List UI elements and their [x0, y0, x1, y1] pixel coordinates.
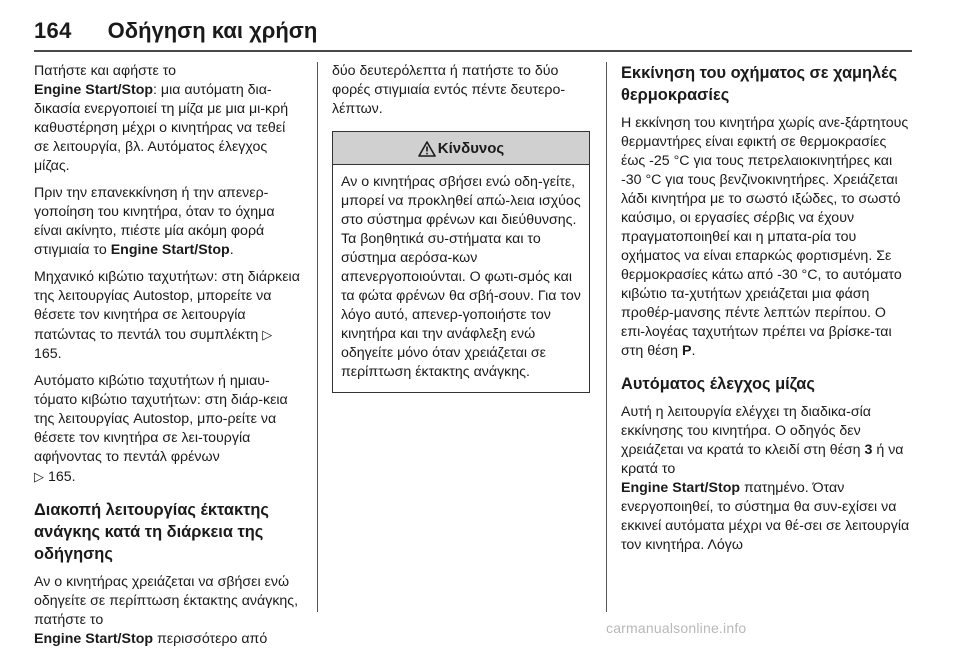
paragraph-auto-starter: [621, 403, 913, 555]
paragraph-emergency: [34, 573, 302, 649]
key-position-label: 3: [864, 442, 873, 458]
text: περισσότερο από: [156, 631, 268, 647]
column-divider-1: [317, 62, 318, 612]
column-1: [34, 62, 302, 657]
column-2: [332, 62, 588, 393]
text: Πριν την επανεκκίνηση ή την απενερ-γοποίηση του κινητήρα, όταν το όχημα είναι ακίνητο, πιέστε μία ακόμη φορά στιγμιαία το: [34, 185, 275, 258]
page-reference[interactable]: 165.: [34, 346, 62, 362]
section-heading-emergency-stop: Διακοπή λειτουργίας έκτακτης ανάγκης κατά τη διάρκεια της οδήγησης: [34, 501, 269, 563]
paragraph-continued: δύο δευτερόλεπτα ή πατήστε το δύο φορές στιγμιαία εντός πέντε δευτερο-λέπτων.: [332, 63, 566, 117]
text: .: [229, 242, 234, 258]
text: : μια αυτόματη δια-δικασία ενεργοποιεί τη μίζα με μια μι-κρή καθυστέρηση μέχρι ο κινητήρας να τεθεί σε λειτουργία, βλ. Αυτόματος έλεγχος μίζας.: [34, 82, 289, 174]
section-heading-cold-start: Εκκίνηση του οχήματος σε χαμηλές θερμοκρασίες: [621, 64, 898, 104]
arrow-reference-icon[interactable]: ▷: [34, 469, 44, 484]
arrow-reference-icon[interactable]: ▷: [262, 327, 273, 342]
text: πατημένο. Όταν ενεργοποιηθεί, το σύστημα θα συν-εχίσει να εκκινεί αυτόματα μέχρι να θέ-σει σε λειτουργία τον κινητήρα. Λόγω: [621, 480, 910, 553]
danger-title: Κίνδυνος: [437, 139, 505, 157]
column-divider-2: [606, 62, 607, 612]
text: Μηχανικό κιβώτιο ταχυτήτων: στη διάρκεια της λειτουργίας Autostop, μπορείτε να θέσετε τον κινητήρα σε λειτουργία πατώντας το πεντάλ του συμπλέκτη: [34, 269, 300, 343]
engine-start-stop-label: Engine Start/Stop: [110, 242, 230, 258]
paragraph-restart: [34, 184, 302, 260]
page-header: [34, 14, 912, 48]
danger-text: Αν ο κινητήρας σβήσει ενώ οδη-γείτε, μπορεί να προκληθεί απώ-λεια ισχύος στο σύστημα φρένων και διεύθυνσης. Τα βοηθητικά συ-στήματα και το σύστημα αερόσα-κων απενεργοποιούνται. Ο φωτι-σμός και τα φώτα φρένων θα σβή-σουν. Για τον λόγο αυτό, απενερ-γοποιήστε τον κινητήρα και την ανάφλεξη ενώ οδηγείτε μόνο όταν χρειάζεται σε περίπτωση έκτακτης ανάγκης.: [341, 174, 581, 380]
text: Η εκκίνηση του κινητήρα χωρίς ανε-ξάρτητους θερμαντήρες είναι εφικτή σε θερμοκρασίες έως -25 °C για τους πετρελαιοκινητήρες και -30 °C για τους βενζινοκινητήρες. Χρειάζεται λάδι κινητήρα με το σωστό ιξώδες, το σωστό καύσιμο, οι εργασίες σέρβις να έχουν πραγματοποιηθεί και η μπατα-ρία του οχήματος να είναι επαρκώς φορτισμένη. Σε θερμοκρασίες κάτω από -30 °C, το αυτόματο κιβώτιο τα-χυτήτων χρειάζεται μια φάση προθέρ-μανσης πέντε λεπτών περίπου. Ο επι-λογέας ταχυτήτων πρέπει να βρίσκε-ται στη θέση: [621, 115, 909, 359]
section-heading-auto-starter: Αυτόματος έλεγχος μίζας: [621, 375, 815, 393]
danger-callout: [332, 131, 590, 393]
header-rule: [34, 50, 912, 52]
text: Πατήστε και αφήστε το: [34, 63, 176, 79]
warning-triangle-icon: [418, 141, 436, 157]
danger-header: [333, 132, 589, 165]
engine-start-stop-label: Engine Start/Stop: [34, 631, 154, 647]
text: .: [691, 343, 696, 359]
paragraph-cold-start: [621, 114, 913, 361]
text: Αυτή η λειτουργία ελέγχει τη διαδικα-σία εκκίνησης του κινητήρα. Ο οδηγός δεν χρειάζεται να κρατά το κλειδί στη θέση: [621, 404, 871, 458]
paragraph-manual-gearbox: [34, 268, 302, 364]
column-3: [621, 62, 913, 563]
watermark-text: carmanualsonline.info: [606, 620, 747, 636]
paragraph-press-release: [34, 62, 302, 176]
page-number: 164: [34, 18, 72, 43]
paragraph-automatic-gearbox: [34, 372, 302, 487]
text: Αν ο κινητήρας χρειάζεται να σβήσει ενώ οδηγείτε σε περίπτωση έκτακτης ανάγκης, πατήστε το: [34, 574, 299, 628]
engine-start-stop-label: Engine Start/Stop: [34, 82, 154, 98]
chapter-title: Οδήγηση και χρήση: [107, 18, 318, 43]
engine-start-stop-label: Engine Start/Stop: [621, 480, 741, 496]
page-reference[interactable]: 165.: [47, 469, 76, 485]
gear-position-label: P: [682, 343, 692, 359]
text: ή να κρατά το: [621, 442, 904, 477]
text: Αυτόματο κιβώτιο ταχυτήτων ή ημιαυ-τόματο κιβώτιο ταχυτήτων: στη διάρ-κεια της λειτουργίας Autostop, μπο-ρείτε να θέσετε τον κινητήρα σε λει-τουργία αφήνοντας το πεντάλ φρένων: [34, 373, 288, 465]
